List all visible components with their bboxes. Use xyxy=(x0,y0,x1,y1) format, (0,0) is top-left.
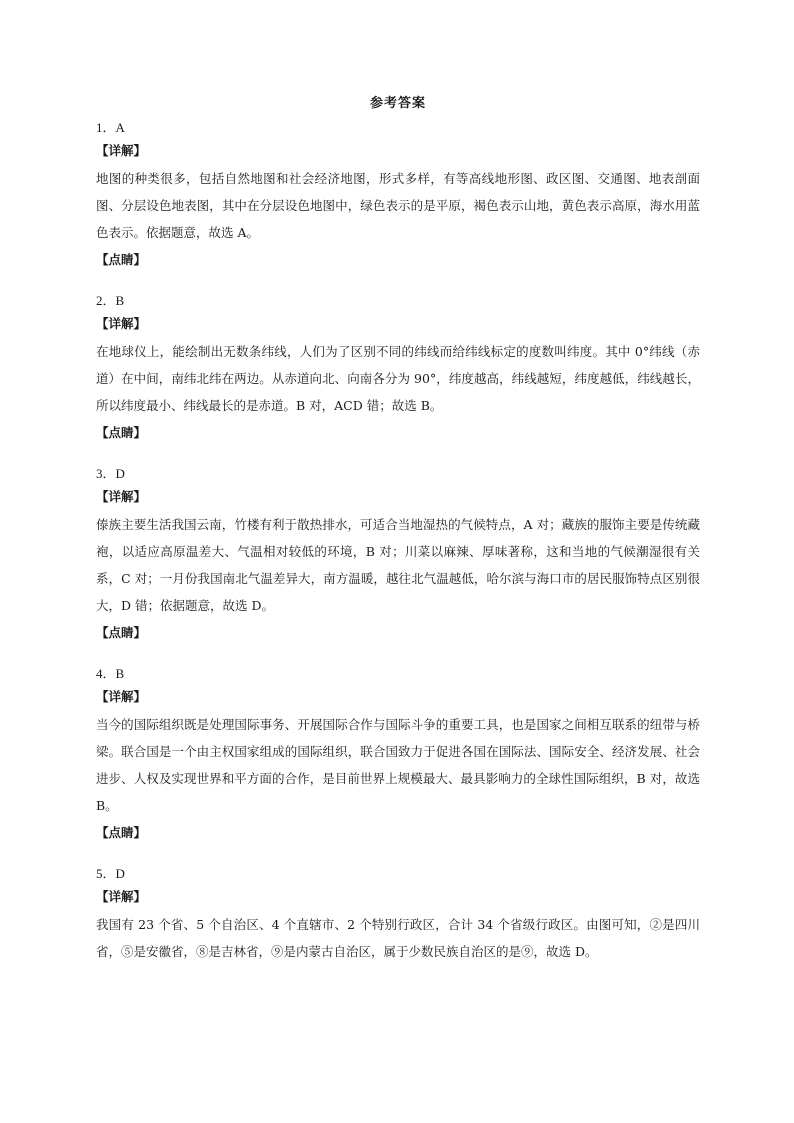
comment-label: 【点睛】 xyxy=(96,825,147,840)
detail-text: 当今的国际组织既是处理国际事务、开展国际合作与国际斗争的重要工具，也是国家之间相互联系的纽带与桥梁。联合国是一个由主权国家组成的国际组织，联合国致力于促进各国在国际法、国际安全、经济发展、社会进步、人权及实现世界和平方面的合作，是目前世界上规模最大、最具影响力的全球性国际组织，B 对，故选 B。 xyxy=(96,717,700,813)
answer-number: 1．A xyxy=(96,120,125,135)
comment-label: 【点睛】 xyxy=(96,252,147,267)
detail-label: 【详解】 xyxy=(96,489,147,504)
detail-label: 【详解】 xyxy=(96,143,147,158)
answer-item-5 xyxy=(96,865,700,965)
detail-text: 我国有 23 个省、5 个自治区、4 个直辖市、2 个特别行政区，合计 34 个省级行政区。由图可知，②是四川省，⑤是安徽省，⑧是吉林省，⑨是内蒙古自治区，属于少数民族自治区的是⑨，故选 D。 xyxy=(96,917,700,959)
answer-item-3 xyxy=(96,465,700,645)
detail-text: 在地球仪上，能绘制出无数条纬线，人们为了区别不同的纬线而给纬线标定的度数叫纬度。其中 0°纬线（赤道）在中间，南纬北纬在两边。从赤道向北、向南各分为 90°，纬度越高，纬线越短，纬度越低，纬线越长，所以纬度最小、纬线最长的是赤道。B 对，ACD 错；故选 B。 xyxy=(96,344,700,413)
detail-label: 【详解】 xyxy=(96,689,147,704)
answer-item-1 xyxy=(96,119,700,272)
answer-number: 3．D xyxy=(96,466,125,481)
detail-label: 【详解】 xyxy=(96,316,147,331)
answer-item-2 xyxy=(96,292,700,445)
answer-number: 5．D xyxy=(96,866,125,881)
answer-number: 4．B xyxy=(96,666,125,681)
detail-text: 傣族主要生活我国云南，竹楼有利于散热排水，可适合当地湿热的气候特点，A 对；藏族的服饰主要是传统藏袍，以适应高原温差大、气温相对较低的环境，B 对；川菜以麻辣、厚味著称，这和当地的气候潮湿很有关系，C 对；一月份我国南北气温差异大，南方温暖，越往北气温越低，哈尔滨与海口市的居民服饰特点区别很大，D 错；依据题意，故选 D。 xyxy=(96,517,700,613)
comment-label: 【点睛】 xyxy=(96,425,147,440)
page-title: 参考答案 xyxy=(369,96,426,111)
answer-number: 2．B xyxy=(96,293,125,308)
comment-label: 【点睛】 xyxy=(96,625,147,640)
answer-item-4 xyxy=(96,665,700,845)
answer-page xyxy=(96,92,700,985)
detail-text: 地图的种类很多，包括自然地图和社会经济地图，形式多样，有等高线地形图、政区图、交通图、地表剖面图、分层设色地表图，其中在分层设色地图中，绿色表示的是平原，褐色表示山地，黄色表示高原，海水用蓝色表示。依据题意，故选 A。 xyxy=(96,171,700,240)
detail-label: 【详解】 xyxy=(96,889,147,904)
